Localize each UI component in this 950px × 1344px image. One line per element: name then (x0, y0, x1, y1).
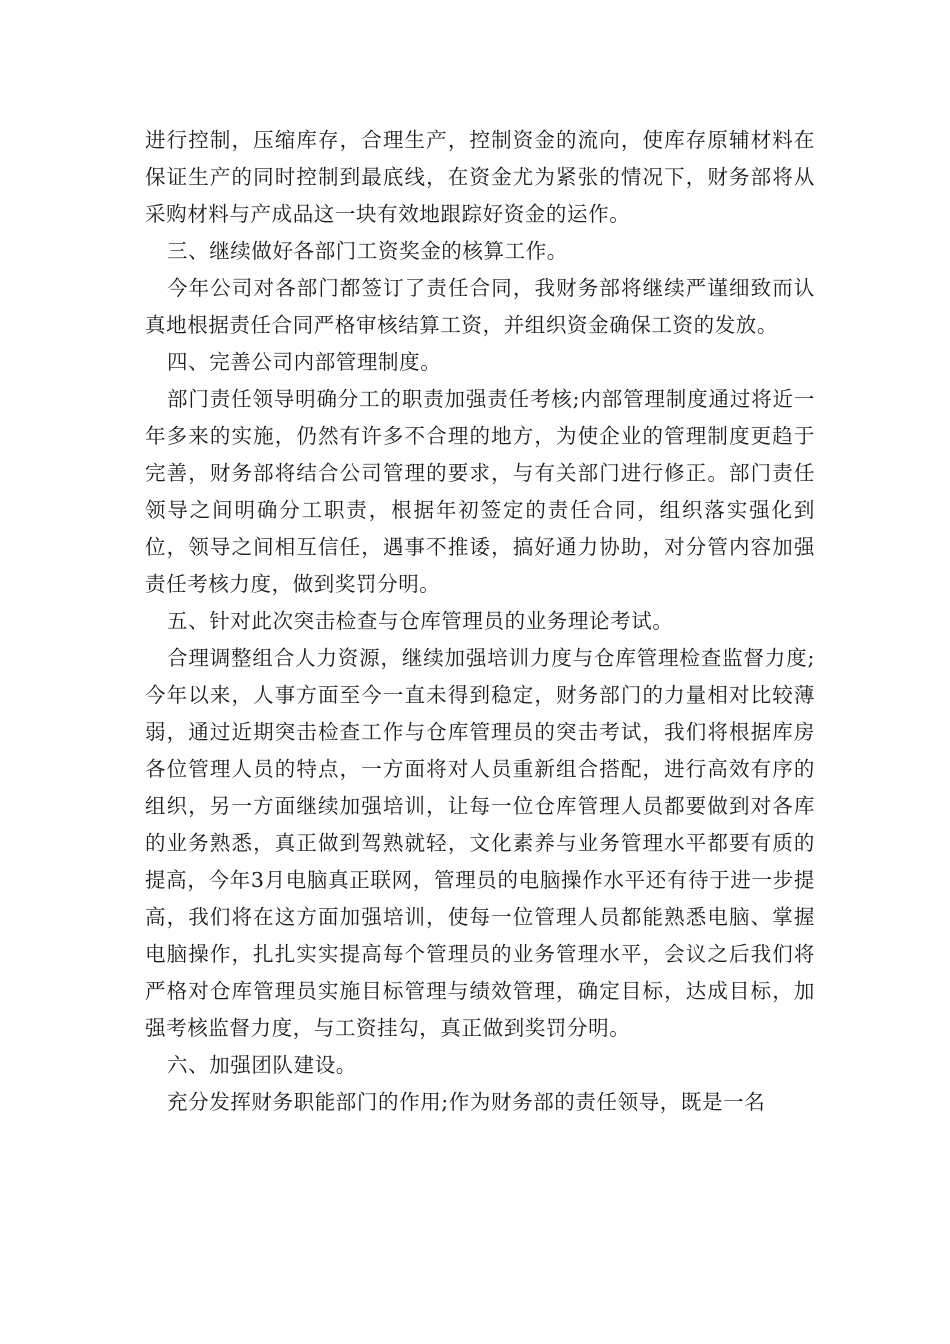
section-heading-6: 六、加强团队建设。 (167, 1053, 357, 1077)
section-heading-3: 三、继续做好各部门工资奖金的核算工作。 (167, 239, 568, 263)
paragraph-team-building: 充分发挥财务职能部门的作用;作为财务部的责任领导，既是一名 (167, 1090, 766, 1114)
section-heading-5: 五、针对此次突击检查与仓库管理员的业务理论考试。 (167, 609, 674, 633)
paragraph-salary-accounting: 今年公司对各部门都签订了责任合同，我财务部将继续严谨细致而认真地根据责任合同严格审核结算工资，并组织资金确保工资的发放。 (145, 276, 815, 337)
paragraph-inventory-control: 进行控制，压缩库存，合理生产，控制资金的流向，使库存原辅材料在保证生产的同时控制到最底线，在资金尤为紧张的情况下，财务部将从采购材料与产成品这一块有效地跟踪好资金的运作。 (145, 128, 815, 226)
paragraph-warehouse-training: 合理调整组合人力资源，继续加强培训力度与仓库管理检查监督力度;今年以来，人事方面至今一直未得到稳定，财务部门的力量相对比较薄弱，通过近期突击检查工作与仓库管理员的突击考试，我们将根据库房各位管理人员的特点，一方面将对人员重新组合搭配，进行高效有序的组织，另一方面继续加强培训，让每一位仓库管理人员都要做到对各库的业务熟悉，真正做到驾熟就轻，文化素养与业务管理水平都要有质的提高，今年3月电脑真正联网，管理员的电脑操作水平还有待于进一步提高，我们将在这方面加强培训，使每一位管理人员都能熟悉电脑、掌握电脑操作，扎扎实实提高每个管理员的业务管理水平，会议之后我们将严格对仓库管理员实施目标管理与绩效管理，确定目标，达成目标，加强考核监督力度，与工资挂勾，真正做到奖罚分明。 (145, 646, 815, 1040)
document-page (145, 122, 815, 1121)
section-heading-4: 四、完善公司内部管理制度。 (167, 350, 442, 374)
paragraph-internal-management: 部门责任领导明确分工的职责加强责任考核;内部管理制度通过将近一年多来的实施，仍然有许多不合理的地方，为使企业的管理制度更趋于完善，财务部将结合公司管理的要求，与有关部门进行修正。部门责任领导之间明确分工职责，根据年初签定的责任合同，组织落实强化到位，领导之间相互信任，遇事不推诿，搞好通力协助，对分管内容加强责任考核力度，做到奖罚分明。 (145, 387, 815, 596)
